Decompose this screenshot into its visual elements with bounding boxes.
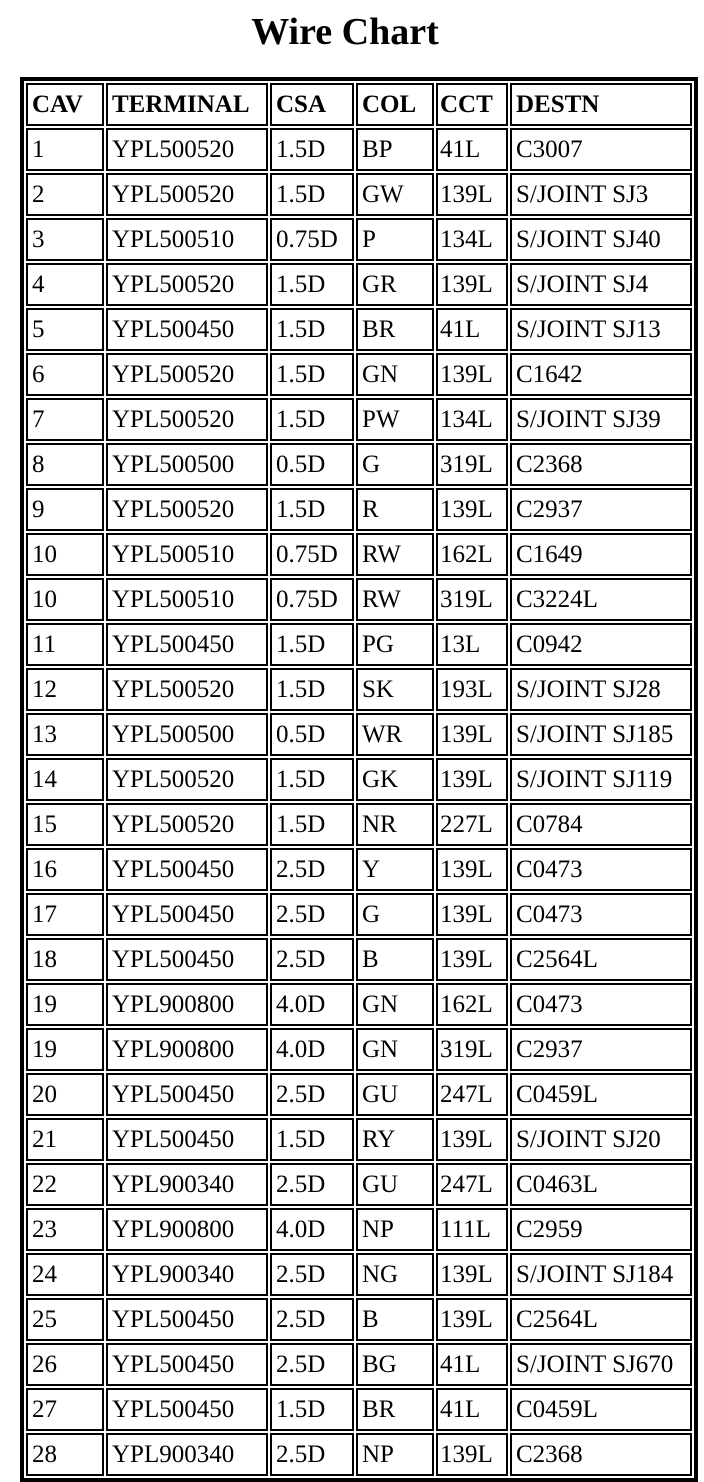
cell-col: GN: [356, 353, 434, 396]
table-row: [26, 893, 692, 936]
table-row: [26, 848, 692, 891]
cell-cct: 139L: [436, 713, 508, 756]
table-row: [26, 353, 692, 396]
cell-col: PW: [356, 398, 434, 441]
cell-cav: 21: [26, 1118, 104, 1161]
table-row: [26, 623, 692, 666]
cell-terminal: YPL500450: [106, 893, 268, 936]
cell-cct: 139L: [436, 488, 508, 531]
cell-terminal: YPL500450: [106, 1298, 268, 1341]
cell-col: B: [356, 1298, 434, 1341]
cell-cav: 10: [26, 533, 104, 576]
cell-cav: 17: [26, 893, 104, 936]
cell-csa: 0.5D: [270, 443, 354, 486]
cell-cav: 2: [26, 173, 104, 216]
cell-destn: C2959: [510, 1208, 692, 1251]
cell-cct: 41L: [436, 128, 508, 171]
cell-cct: 134L: [436, 398, 508, 441]
cell-col: BG: [356, 1343, 434, 1386]
cell-cct: 139L: [436, 893, 508, 936]
cell-col: G: [356, 443, 434, 486]
table-row: [26, 443, 692, 486]
cell-col: SK: [356, 668, 434, 711]
cell-destn: C2368: [510, 1433, 692, 1476]
cell-destn: C0473: [510, 893, 692, 936]
cell-csa: 4.0D: [270, 983, 354, 1026]
header-col: COL: [356, 83, 434, 126]
cell-cav: 28: [26, 1433, 104, 1476]
header-row: [26, 83, 692, 126]
cell-csa: 0.75D: [270, 218, 354, 261]
cell-cct: 247L: [436, 1163, 508, 1206]
cell-terminal: YPL500510: [106, 218, 268, 261]
cell-terminal: YPL900340: [106, 1163, 268, 1206]
table-body: [26, 128, 692, 1476]
cell-terminal: YPL500520: [106, 398, 268, 441]
cell-cct: 139L: [436, 173, 508, 216]
cell-terminal: YPL500450: [106, 938, 268, 981]
cell-cav: 16: [26, 848, 104, 891]
cell-terminal: YPL500450: [106, 1388, 268, 1431]
cell-col: NP: [356, 1433, 434, 1476]
cell-csa: 4.0D: [270, 1208, 354, 1251]
cell-destn: C3224L: [510, 578, 692, 621]
table-row: [26, 1073, 692, 1116]
cell-terminal: YPL500450: [106, 1073, 268, 1116]
cell-csa: 0.75D: [270, 533, 354, 576]
cell-cct: 162L: [436, 533, 508, 576]
cell-cav: 3: [26, 218, 104, 261]
cell-destn: C1642: [510, 353, 692, 396]
cell-terminal: YPL500510: [106, 578, 268, 621]
cell-col: BR: [356, 1388, 434, 1431]
cell-csa: 2.5D: [270, 893, 354, 936]
table-row: [26, 758, 692, 801]
cell-csa: 2.5D: [270, 1163, 354, 1206]
cell-destn: S/JOINT SJ28: [510, 668, 692, 711]
cell-terminal: YPL900800: [106, 1028, 268, 1071]
cell-col: BP: [356, 128, 434, 171]
cell-col: GR: [356, 263, 434, 306]
cell-col: NP: [356, 1208, 434, 1251]
table-row: [26, 128, 692, 171]
cell-csa: 1.5D: [270, 1118, 354, 1161]
cell-cav: 15: [26, 803, 104, 846]
cell-cct: 193L: [436, 668, 508, 711]
cell-csa: 2.5D: [270, 1343, 354, 1386]
cell-cct: 139L: [436, 353, 508, 396]
table-row: [26, 1253, 692, 1296]
cell-col: GN: [356, 983, 434, 1026]
cell-cct: 13L: [436, 623, 508, 666]
cell-terminal: YPL500520: [106, 263, 268, 306]
cell-destn: S/JOINT SJ670: [510, 1343, 692, 1386]
cell-terminal: YPL500500: [106, 443, 268, 486]
cell-csa: 2.5D: [270, 1298, 354, 1341]
cell-destn: C2937: [510, 488, 692, 531]
cell-csa: 1.5D: [270, 353, 354, 396]
cell-csa: 0.75D: [270, 578, 354, 621]
cell-cct: 139L: [436, 1253, 508, 1296]
cell-terminal: YPL500450: [106, 1118, 268, 1161]
cell-cct: 41L: [436, 308, 508, 351]
table-row: [26, 938, 692, 981]
cell-csa: 4.0D: [270, 1028, 354, 1071]
cell-col: NG: [356, 1253, 434, 1296]
table-row: [26, 1118, 692, 1161]
cell-csa: 1.5D: [270, 1388, 354, 1431]
cell-cct: 139L: [436, 758, 508, 801]
cell-destn: C0459L: [510, 1388, 692, 1431]
cell-destn: C0473: [510, 848, 692, 891]
cell-csa: 2.5D: [270, 938, 354, 981]
cell-destn: S/JOINT SJ20: [510, 1118, 692, 1161]
cell-cav: 27: [26, 1388, 104, 1431]
cell-cav: 19: [26, 1028, 104, 1071]
table-row: [26, 1163, 692, 1206]
header-cav: CAV: [26, 83, 104, 126]
cell-cct: 139L: [436, 848, 508, 891]
cell-destn: C0459L: [510, 1073, 692, 1116]
cell-terminal: YPL500450: [106, 848, 268, 891]
cell-col: B: [356, 938, 434, 981]
cell-cct: 139L: [436, 938, 508, 981]
cell-destn: S/JOINT SJ184: [510, 1253, 692, 1296]
cell-terminal: YPL900340: [106, 1253, 268, 1296]
cell-terminal: YPL500520: [106, 758, 268, 801]
cell-destn: C2564L: [510, 1298, 692, 1341]
page-title: Wire Chart: [251, 11, 439, 53]
cell-destn: C3007: [510, 128, 692, 171]
cell-col: R: [356, 488, 434, 531]
table-row: [26, 1298, 692, 1341]
cell-destn: S/JOINT SJ39: [510, 398, 692, 441]
cell-destn: S/JOINT SJ119: [510, 758, 692, 801]
cell-terminal: YPL500450: [106, 308, 268, 351]
cell-col: NR: [356, 803, 434, 846]
cell-terminal: YPL500520: [106, 488, 268, 531]
cell-terminal: YPL500520: [106, 803, 268, 846]
table-row: [26, 1208, 692, 1251]
cell-destn: S/JOINT SJ13: [510, 308, 692, 351]
table-row: [26, 983, 692, 1026]
cell-cav: 7: [26, 398, 104, 441]
cell-csa: 1.5D: [270, 263, 354, 306]
cell-csa: 2.5D: [270, 1433, 354, 1476]
header-terminal: TERMINAL: [106, 83, 268, 126]
table-row: [26, 488, 692, 531]
cell-cav: 20: [26, 1073, 104, 1116]
cell-csa: 1.5D: [270, 758, 354, 801]
wire-chart-table: [20, 77, 698, 1482]
cell-cct: 319L: [436, 1028, 508, 1071]
cell-csa: 2.5D: [270, 1073, 354, 1116]
table-row: [26, 578, 692, 621]
cell-terminal: YPL500520: [106, 668, 268, 711]
table-row: [26, 308, 692, 351]
cell-terminal: YPL500510: [106, 533, 268, 576]
cell-col: PG: [356, 623, 434, 666]
header-destn: DESTN: [510, 83, 692, 126]
cell-col: RW: [356, 578, 434, 621]
cell-cct: 139L: [436, 1298, 508, 1341]
table-row: [26, 713, 692, 756]
cell-cav: 4: [26, 263, 104, 306]
cell-destn: C2368: [510, 443, 692, 486]
table-row: [26, 1388, 692, 1431]
cell-terminal: YPL900800: [106, 983, 268, 1026]
cell-cav: 26: [26, 1343, 104, 1386]
cell-destn: C2564L: [510, 938, 692, 981]
cell-csa: 2.5D: [270, 848, 354, 891]
cell-cct: 111L: [436, 1208, 508, 1251]
table-row: [26, 398, 692, 441]
cell-col: G: [356, 893, 434, 936]
cell-terminal: YPL900800: [106, 1208, 268, 1251]
cell-cav: 24: [26, 1253, 104, 1296]
cell-cav: 25: [26, 1298, 104, 1341]
table-row: [26, 218, 692, 261]
cell-destn: C0784: [510, 803, 692, 846]
cell-cct: 41L: [436, 1388, 508, 1431]
cell-csa: 1.5D: [270, 803, 354, 846]
cell-terminal: YPL500450: [106, 1343, 268, 1386]
cell-destn: S/JOINT SJ185: [510, 713, 692, 756]
cell-destn: C0473: [510, 983, 692, 1026]
cell-destn: C0942: [510, 623, 692, 666]
cell-csa: 1.5D: [270, 398, 354, 441]
cell-cct: 134L: [436, 218, 508, 261]
cell-csa: 0.5D: [270, 713, 354, 756]
cell-csa: 1.5D: [270, 308, 354, 351]
cell-cav: 14: [26, 758, 104, 801]
cell-cct: 139L: [436, 1118, 508, 1161]
cell-cav: 13: [26, 713, 104, 756]
cell-destn: S/JOINT SJ3: [510, 173, 692, 216]
cell-col: RW: [356, 533, 434, 576]
cell-terminal: YPL500520: [106, 128, 268, 171]
cell-cct: 162L: [436, 983, 508, 1026]
table-row: [26, 533, 692, 576]
cell-cct: 247L: [436, 1073, 508, 1116]
cell-col: WR: [356, 713, 434, 756]
table-header: [26, 83, 692, 126]
cell-cct: 41L: [436, 1343, 508, 1386]
cell-cav: 9: [26, 488, 104, 531]
cell-csa: 1.5D: [270, 173, 354, 216]
cell-cav: 1: [26, 128, 104, 171]
cell-cav: 18: [26, 938, 104, 981]
table-row: [26, 173, 692, 216]
cell-cav: 23: [26, 1208, 104, 1251]
cell-cct: 139L: [436, 1433, 508, 1476]
cell-col: RY: [356, 1118, 434, 1161]
cell-terminal: YPL500520: [106, 353, 268, 396]
cell-cct: 139L: [436, 263, 508, 306]
table-row: [26, 668, 692, 711]
cell-csa: 1.5D: [270, 623, 354, 666]
table-row: [26, 1343, 692, 1386]
cell-col: P: [356, 218, 434, 261]
cell-cct: 319L: [436, 578, 508, 621]
cell-cav: 5: [26, 308, 104, 351]
cell-col: GU: [356, 1073, 434, 1116]
header-cct: CCT: [436, 83, 508, 126]
cell-destn: S/JOINT SJ4: [510, 263, 692, 306]
cell-col: GK: [356, 758, 434, 801]
cell-col: Y: [356, 848, 434, 891]
cell-csa: 1.5D: [270, 128, 354, 171]
cell-terminal: YPL500520: [106, 173, 268, 216]
cell-cav: 19: [26, 983, 104, 1026]
cell-cav: 22: [26, 1163, 104, 1206]
cell-csa: 1.5D: [270, 668, 354, 711]
cell-csa: 2.5D: [270, 1253, 354, 1296]
cell-destn: S/JOINT SJ40: [510, 218, 692, 261]
cell-col: BR: [356, 308, 434, 351]
table-row: [26, 803, 692, 846]
cell-csa: 1.5D: [270, 488, 354, 531]
cell-cav: 8: [26, 443, 104, 486]
cell-cct: 319L: [436, 443, 508, 486]
table-row: [26, 263, 692, 306]
cell-terminal: YPL500500: [106, 713, 268, 756]
cell-cav: 6: [26, 353, 104, 396]
table-row: [26, 1433, 692, 1476]
header-csa: CSA: [270, 83, 354, 126]
cell-col: GN: [356, 1028, 434, 1071]
cell-col: GU: [356, 1163, 434, 1206]
cell-terminal: YPL500450: [106, 623, 268, 666]
cell-destn: C2937: [510, 1028, 692, 1071]
cell-cav: 11: [26, 623, 104, 666]
cell-col: GW: [356, 173, 434, 216]
cell-cct: 227L: [436, 803, 508, 846]
cell-cav: 12: [26, 668, 104, 711]
cell-cav: 10: [26, 578, 104, 621]
cell-terminal: YPL900340: [106, 1433, 268, 1476]
table-row: [26, 1028, 692, 1071]
cell-destn: C1649: [510, 533, 692, 576]
cell-destn: C0463L: [510, 1163, 692, 1206]
